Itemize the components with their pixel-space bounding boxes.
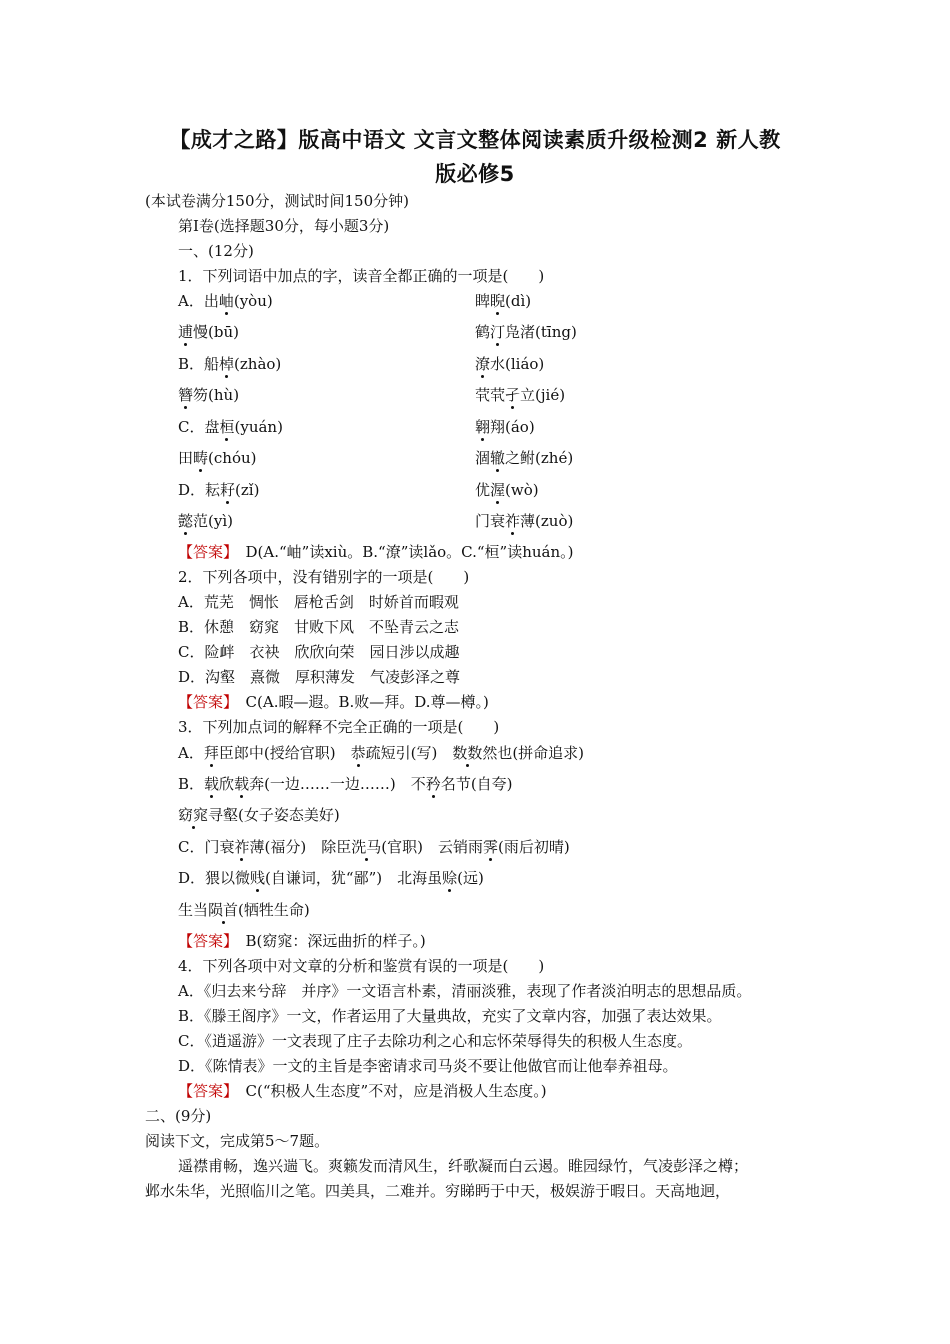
q1-option-c-left bbox=[178, 418, 283, 436]
text: 欣 bbox=[219, 775, 235, 793]
text: 笏(hù) bbox=[193, 386, 240, 404]
section-one-heading: 一、(12分) bbox=[178, 242, 254, 260]
part-one-heading: 第Ⅰ卷(选择题30分，每小题3分) bbox=[178, 217, 390, 235]
text: (zhào) bbox=[234, 355, 282, 373]
text: (chóu) bbox=[208, 449, 257, 467]
text: D．猥以微 bbox=[178, 869, 251, 887]
q1-option-d2-left bbox=[178, 512, 233, 530]
dotted-char: 载 bbox=[204, 775, 220, 793]
text: 涸 bbox=[475, 449, 491, 467]
text: 臣郎中(授给官职) bbox=[218, 744, 351, 762]
text: B． bbox=[178, 775, 205, 793]
dotted-char: 棹 bbox=[219, 355, 235, 373]
dotted-char: 畴 bbox=[193, 449, 209, 467]
text: (雨后初晴) bbox=[497, 838, 570, 856]
text: (dì) bbox=[505, 292, 532, 310]
q1-option-a2-right bbox=[475, 323, 577, 341]
q3-answer bbox=[178, 932, 426, 950]
q2-option-d: D．沟壑 熹微 厚积薄发 气凌彭泽之尊 bbox=[178, 668, 461, 686]
passage-line-2: 邺水朱华，光照临川之笔。四美具，二难并。穷睇眄于中天，极娱游于暇日。天高地迥， bbox=[145, 1182, 731, 1200]
text: C．盘 bbox=[178, 418, 220, 436]
dotted-char: 数数 bbox=[452, 744, 483, 762]
text: (官职) 云销雨 bbox=[381, 838, 483, 856]
q1-option-b-left bbox=[178, 355, 281, 373]
q1-option-c2-left bbox=[178, 449, 257, 467]
dotted-char: 耔 bbox=[220, 481, 236, 499]
q4-option-d: D．《陈情表》一文的主旨是李密请求司马炎不要让他做官而让他奉养祖母。 bbox=[178, 1057, 678, 1075]
text: (wò) bbox=[505, 481, 539, 499]
dotted-char: 陨首 bbox=[208, 901, 239, 919]
text: C．门衰 bbox=[178, 838, 235, 856]
dotted-char: 渥 bbox=[490, 481, 506, 499]
document-title-line1: 【成才之路】版高中语文 文言文整体阅读素质升级检测2 新人教 bbox=[169, 128, 781, 152]
q4-option-b: B．《滕王阁序》一文，作者运用了大量典故，充实了文章内容，加强了表达效果。 bbox=[178, 1007, 722, 1025]
q2-option-c: C．险衅 衣袂 欣欣向荣 园日涉以成趣 bbox=[178, 643, 460, 661]
q3-option-b bbox=[178, 775, 513, 793]
passage-line-1: 遥襟甫畅，逸兴遄飞。爽籁发而清风生，纤歌凝而白云遏。睢园绿竹，气凌彭泽之樽； bbox=[178, 1157, 749, 1175]
question-4-stem: 4．下列各项中对文章的分析和鉴赏有误的一项是( ) bbox=[178, 957, 545, 975]
document-title-line2: 版必修5 bbox=[435, 162, 515, 186]
q1-answer bbox=[178, 543, 574, 561]
text: D．耘 bbox=[178, 481, 221, 499]
answer-tag: 【答案】 bbox=[178, 693, 231, 711]
q1-option-b2-right bbox=[475, 386, 565, 404]
question-2-stem: 2．下列各项中，没有错别字的一项是( ) bbox=[178, 568, 470, 586]
text: 田 bbox=[178, 449, 194, 467]
text: 门衰 bbox=[475, 512, 506, 530]
question-1-stem: 1．下列词语中加点的字，读音全都正确的一项是( ) bbox=[178, 267, 545, 285]
dotted-char: 汀 bbox=[490, 323, 506, 341]
q1-option-a-right bbox=[475, 292, 531, 310]
text: 然也(拼命追求) bbox=[482, 744, 585, 762]
q3-option-b2 bbox=[178, 806, 340, 824]
q4-answer bbox=[178, 1082, 547, 1100]
dotted-char: 辙 bbox=[490, 449, 506, 467]
q1-option-d-left bbox=[178, 481, 259, 499]
answer-tag: 【答案】 bbox=[178, 932, 231, 950]
dotted-char: 睨 bbox=[490, 292, 506, 310]
dotted-char: 岫 bbox=[218, 292, 234, 310]
dotted-char: 载 bbox=[234, 775, 250, 793]
dotted-char: 簪 bbox=[178, 386, 194, 404]
q2-option-b: B．休憩 窈窕 甘败下风 不坠青云之志 bbox=[178, 618, 460, 636]
section-two-heading: 二、(9分) bbox=[145, 1107, 212, 1125]
answer-text: C(A.暇—遐。B.败—拜。D.尊—樽。) bbox=[245, 693, 489, 711]
text: B．船 bbox=[178, 355, 220, 373]
answer-tag: 【答案】 bbox=[178, 543, 231, 561]
dotted-char: 逋 bbox=[178, 323, 194, 341]
dotted-char: 拜 bbox=[203, 744, 219, 762]
text: 名节(自夸) bbox=[440, 775, 513, 793]
q3-option-a bbox=[178, 744, 584, 762]
text: 水(liáo) bbox=[490, 355, 545, 373]
text: 翔(áo) bbox=[490, 418, 535, 436]
text: (yòu) bbox=[233, 292, 273, 310]
text: 慢(bū) bbox=[193, 323, 239, 341]
text: 范(yì) bbox=[193, 512, 233, 530]
q2-answer bbox=[178, 693, 489, 711]
q2-option-a: A．荒芜 惆怅 唇枪舌剑 时娇首而暇观 bbox=[178, 593, 459, 611]
exam-note: (本试卷满分150分，测试时间150分钟) bbox=[145, 192, 409, 210]
answer-tag: 【答案】 bbox=[178, 1082, 231, 1100]
question-3-stem: 3．下列加点词的解释不完全正确的一项是( ) bbox=[178, 718, 500, 736]
text: 奔(一边……一边……) 不 bbox=[249, 775, 426, 793]
q1-option-c2-right bbox=[475, 449, 573, 467]
text: (自谦词，犹“鄙”) 北海虽 bbox=[265, 869, 443, 887]
reading-instruction: 阅读下文，完成第5～7题。 bbox=[145, 1132, 330, 1150]
text: 睥 bbox=[475, 292, 491, 310]
q4-option-c: C．《逍遥游》一文表现了庄子去除功利之心和忘怀荣辱得失的积极人生态度。 bbox=[178, 1032, 692, 1050]
answer-text: B(窈窕：深远曲折的样子。) bbox=[245, 932, 426, 950]
dotted-char: 祚 bbox=[234, 838, 250, 856]
text: (牺牲生命) bbox=[238, 901, 310, 919]
q1-option-d-right bbox=[475, 481, 539, 499]
q3-option-d bbox=[178, 869, 484, 887]
dotted-char: 赊 bbox=[442, 869, 458, 887]
text: A． bbox=[178, 744, 204, 762]
dotted-char: 恭 bbox=[350, 744, 366, 762]
q1-option-a-left bbox=[178, 292, 273, 310]
q1-option-a2-left bbox=[178, 323, 239, 341]
dotted-char: 窈窕 bbox=[178, 806, 209, 824]
text: 生当 bbox=[178, 901, 209, 919]
dotted-char: 懿 bbox=[178, 512, 194, 530]
text: 之鲋(zhé) bbox=[505, 449, 574, 467]
text: (zǐ) bbox=[235, 481, 260, 499]
dotted-char: 孑 bbox=[505, 386, 521, 404]
text: 鹤 bbox=[475, 323, 491, 341]
text: 薄(zuò) bbox=[520, 512, 574, 530]
q1-option-b2-left bbox=[178, 386, 239, 404]
dotted-char: 桓 bbox=[219, 418, 235, 436]
dotted-char: 矜 bbox=[425, 775, 441, 793]
answer-text: C(“积极人生态度”不对，应是消极人生态度。) bbox=[245, 1082, 547, 1100]
dotted-char: 霁 bbox=[482, 838, 498, 856]
text: 寻壑(女子姿态美好) bbox=[208, 806, 340, 824]
dotted-char: 潦 bbox=[475, 355, 491, 373]
q1-option-b-right bbox=[475, 355, 544, 373]
text: 优 bbox=[475, 481, 491, 499]
dotted-char: 洗马 bbox=[351, 838, 382, 856]
q1-option-c-right bbox=[475, 418, 535, 436]
dotted-char: 祚 bbox=[505, 512, 521, 530]
text: 立(jié) bbox=[520, 386, 566, 404]
dotted-char: 翱 bbox=[475, 418, 491, 436]
q1-option-d2-right bbox=[475, 512, 573, 530]
q3-option-d2 bbox=[178, 901, 310, 919]
q3-option-c bbox=[178, 838, 570, 856]
text: 凫渚(tīng) bbox=[505, 323, 577, 341]
text: (yuán) bbox=[234, 418, 283, 436]
dotted-char: 贱 bbox=[250, 869, 266, 887]
q4-option-a: A．《归去来兮辞 并序》一文语言朴素，清丽淡雅，表现了作者淡泊明志的思想品质。 bbox=[178, 982, 752, 1000]
text: 疏短引(写) bbox=[365, 744, 453, 762]
text: A．出 bbox=[178, 292, 219, 310]
answer-text: D(A.“岫”读xiù。B.“潦”读lǎo。C.“桓”读huán。) bbox=[245, 543, 574, 561]
text: (远) bbox=[457, 869, 484, 887]
text: 薄(福分) 除臣 bbox=[249, 838, 352, 856]
text: 茕茕 bbox=[475, 386, 506, 404]
